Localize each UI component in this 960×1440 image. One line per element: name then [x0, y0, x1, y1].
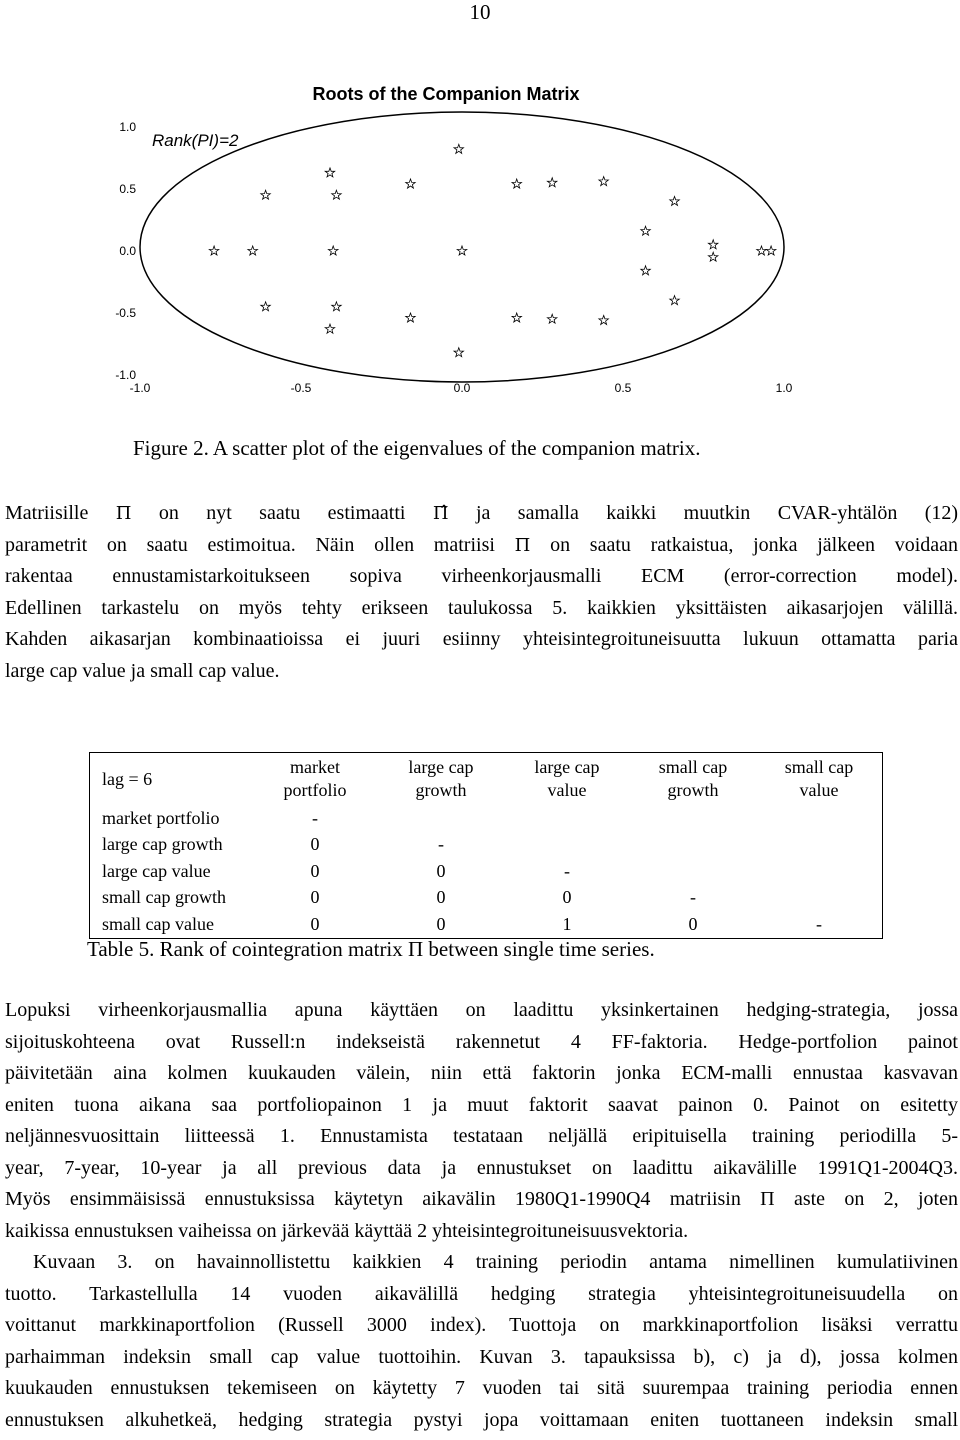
y-tick-label: -0.5: [115, 306, 136, 320]
chart-annotation: Rank(PI)=2: [152, 131, 239, 150]
table-cell: -: [816, 913, 822, 934]
paragraph-2-line: year, 7-year, 10-year ja all previous data ja ennustukset on laadittu aikavälille 1991Q1-2004Q3.: [5, 1156, 958, 1179]
paragraph-1-line-5: Kahden aikasarjan kombinaatioissa ei juuri esiinny yhteisintegroituneisuutta lukuun ottamatta paria: [5, 628, 958, 650]
table-cell: 0: [310, 913, 320, 934]
col-header-line: growth: [667, 780, 719, 800]
row-label: small cap growth: [102, 887, 226, 908]
paragraph-2-line: eniten tuona aikana saa portfoliopainon 1 ja muut faktorit saavat painon 0. Painot on esitetty: [5, 1093, 958, 1116]
paragraph-1-line-2: [5, 530, 958, 562]
eigenvalue-point: [757, 246, 767, 255]
table-cell: 0: [436, 860, 446, 881]
table-cell: [630, 858, 756, 885]
table-cell: [756, 858, 883, 885]
table-cell: [504, 805, 630, 832]
x-tick-label: 1.0: [775, 381, 793, 395]
paragraph-1-line-1: [5, 498, 958, 530]
paragraph-2: [5, 995, 958, 1436]
eigenvalue-point: [708, 240, 718, 249]
col-header-line: portfolio: [283, 780, 347, 800]
col-header: [504, 753, 630, 806]
table-cell: 0: [310, 887, 320, 908]
paragraph-3-line: kuukauden ennustuksen tekemiseen on käytetty 7 vuoden tai sitä suurempaa training periodia ennen: [5, 1377, 958, 1399]
table-cell: [756, 885, 883, 912]
text-span: on nyt saatu estimaatti: [158, 502, 406, 524]
table-cell: -: [438, 834, 444, 855]
eigenvalue-point: [708, 252, 718, 261]
eigenvalue-point: [454, 348, 464, 357]
col-header: [630, 753, 756, 806]
eigenvalue-point: [406, 313, 416, 322]
col-header-line: value: [799, 780, 839, 800]
eigenvalue-point: [599, 315, 609, 324]
paragraph-3-line: ennustuksen alkuhetkeä, hedging strategia pystyi jopa voittamaan eniten tuottaneen indeksin small: [5, 1408, 958, 1431]
x-tick-label: -0.5: [290, 381, 312, 395]
x-tick-label: 0.5: [614, 381, 632, 395]
table-cell: [756, 832, 883, 859]
page-number: 10: [469, 0, 491, 24]
paragraph-2-line: päivitetään aina kolmen kuukauden välein, niin että faktorin jonka ECM-malli ennustaa kasvavan: [5, 1062, 958, 1084]
x-tick-label: 0.0: [453, 381, 471, 395]
eigenvalue-point: [248, 246, 258, 255]
eigenvalue-point: [547, 314, 557, 323]
eigenvalue-point: [599, 177, 609, 186]
paragraph-3-line: parhaimman indeksin small cap value tuottoihin. Kuvan 3. tapauksissa b), c) ja d), jossa kolmen: [5, 1345, 958, 1368]
eigenvalue-point: [670, 196, 680, 205]
table-caption: Table 5. Rank of cointegration matrix Π between single time series.: [87, 937, 655, 961]
col-header-line: value: [547, 780, 587, 800]
y-axis-ticks: [115, 120, 136, 382]
row-label: small cap value: [102, 913, 214, 934]
eigenvalue-scatter-chart: [0, 70, 960, 410]
table-cell: 0: [310, 834, 320, 855]
table-cell: -: [312, 807, 318, 828]
table-row: [90, 805, 883, 832]
eigenvalue-point: [261, 190, 271, 199]
paragraph-3-line: tuotto. Tarkastellulla 14 vuoden aikavälillä hedging strategia yhteisintegroituneisuudella on: [5, 1282, 958, 1305]
text-span: Matriisille: [5, 502, 89, 524]
eigenvalue-point: [454, 144, 464, 153]
table-cell: 0: [310, 860, 320, 881]
paragraph-3-line: voittanut markkinaportfolion (Russell 3000 index). Tuottoja on markkinaportfolion lisäksi verrattu: [5, 1314, 958, 1336]
eigenvalue-point: [406, 179, 416, 188]
col-header-line: large cap: [408, 757, 474, 777]
eigenvalue-point: [547, 178, 557, 187]
col-header: [378, 753, 504, 806]
pi-symbol: Π: [514, 534, 531, 556]
eigenvalue-point: [512, 179, 522, 188]
table-row: [90, 885, 883, 912]
x-tick-label: -1.0: [129, 381, 151, 395]
rank-table: [89, 752, 883, 939]
eigenvalue-point: [209, 246, 219, 255]
table-cell: -: [690, 887, 696, 908]
paragraph-1: [5, 498, 958, 687]
table-header-row: [90, 753, 883, 806]
pi-hat-symbol: Π̂: [432, 503, 449, 524]
x-axis-ticks: [130, 381, 793, 395]
col-header: [756, 753, 883, 806]
eigenvalue-point: [332, 190, 342, 199]
paragraph-2-line: sijoituskohteena ovat Russell:n indekseistä rakennetut 4 FF-faktoria. Hedge-portfolion painot: [5, 1030, 958, 1053]
table-cell: [378, 805, 504, 832]
paragraph-1-line-6: large cap value ja small cap value.: [5, 659, 280, 682]
paragraph-2-line: Lopuksi virheenkorjausmallia apuna käyttäen on laadittu yksinkertainen hedging-strategia, jossa: [5, 999, 958, 1021]
eigenvalue-point: [325, 324, 335, 333]
eigenvalue-point: [328, 246, 338, 255]
y-tick-label: -1.0: [115, 368, 136, 382]
table-cell: 0: [562, 887, 572, 908]
table-cell: [756, 805, 883, 832]
table-row: [90, 911, 883, 938]
paragraph-2-line: kaikissa ennustuksen vaiheissa on järkevää käyttää 2 yhteisintegroituneisuusvektoria.: [5, 1219, 689, 1242]
table-cell: [504, 832, 630, 859]
row-label: market portfolio: [102, 807, 220, 828]
col-header-line: market: [290, 757, 340, 777]
row-label: large cap value: [102, 860, 211, 881]
eigenvalue-point: [670, 296, 680, 305]
col-header-line: small cap: [784, 757, 854, 777]
y-tick-label: 0.0: [119, 244, 136, 258]
eigenvalue-point: [261, 302, 271, 311]
eigenvalue-point: [457, 246, 467, 255]
text-span: ja samalla kaikki muutkin CVAR-yhtälön (12): [475, 502, 959, 524]
y-tick-label: 0.5: [119, 182, 136, 196]
row-label: large cap growth: [102, 834, 223, 855]
table-cell: [630, 832, 756, 859]
paragraph-1-line-3: rakentaa ennustamistarkoitukseen sopiva virheenkorjausmalli ECM (error-correction model).: [5, 565, 958, 587]
table-cell: [630, 805, 756, 832]
col-header-line: large cap: [534, 757, 600, 777]
table-cell: 0: [436, 913, 446, 934]
table-corner-label: lag = 6: [102, 768, 153, 789]
eigenvalue-point: [325, 168, 335, 177]
paragraph-2-line: Myös ensimmäisissä ennustuksissa käytetyn aikavälin 1980Q1-1990Q4 matriisin Π aste on 2, joten: [5, 1188, 958, 1210]
text-span: parametrit on saatu estimoitua. Näin ollen matriisi: [5, 533, 495, 556]
col-header-line: small cap: [658, 757, 728, 777]
pi-symbol: Π: [115, 503, 132, 524]
table-cell: 1: [562, 913, 572, 934]
eigenvalue-points: [209, 144, 776, 356]
paragraph-1-line-4: Edellinen tarkastelu on myös tehty erikseen taulukossa 5. kaikkien yksittäisten aikasarjojen välillä.: [5, 596, 958, 619]
col-header: [252, 753, 378, 806]
eigenvalue-point: [512, 313, 522, 322]
table-cell: 0: [436, 887, 446, 908]
table-cell: 0: [688, 913, 698, 934]
eigenvalue-point: [641, 266, 651, 275]
eigenvalue-point: [332, 302, 342, 311]
eigenvalue-point: [641, 226, 651, 235]
chart-title: Roots of the Companion Matrix: [312, 84, 580, 104]
col-header-line: growth: [415, 780, 467, 800]
table-cell: -: [564, 860, 570, 881]
figure-caption: Figure 2. A scatter plot of the eigenvalues of the companion matrix.: [133, 436, 701, 460]
text-span: on saatu ratkaistua, jonka jälkeen voidaan: [550, 533, 959, 556]
y-tick-label: 1.0: [119, 120, 136, 134]
paragraph-2-line: neljännesvuosittain liitteessä 1. Ennustamista testataan neljällä eripituisella training periodilla 5-: [5, 1125, 958, 1147]
eigenvalue-point: [766, 246, 776, 255]
table-row: [90, 858, 883, 885]
table-row: [90, 832, 883, 859]
paragraph-3-line: Kuvaan 3. on havainnollistettu kaikkien 4 training periodin antama nimellinen kumulatiivinen: [33, 1251, 958, 1273]
